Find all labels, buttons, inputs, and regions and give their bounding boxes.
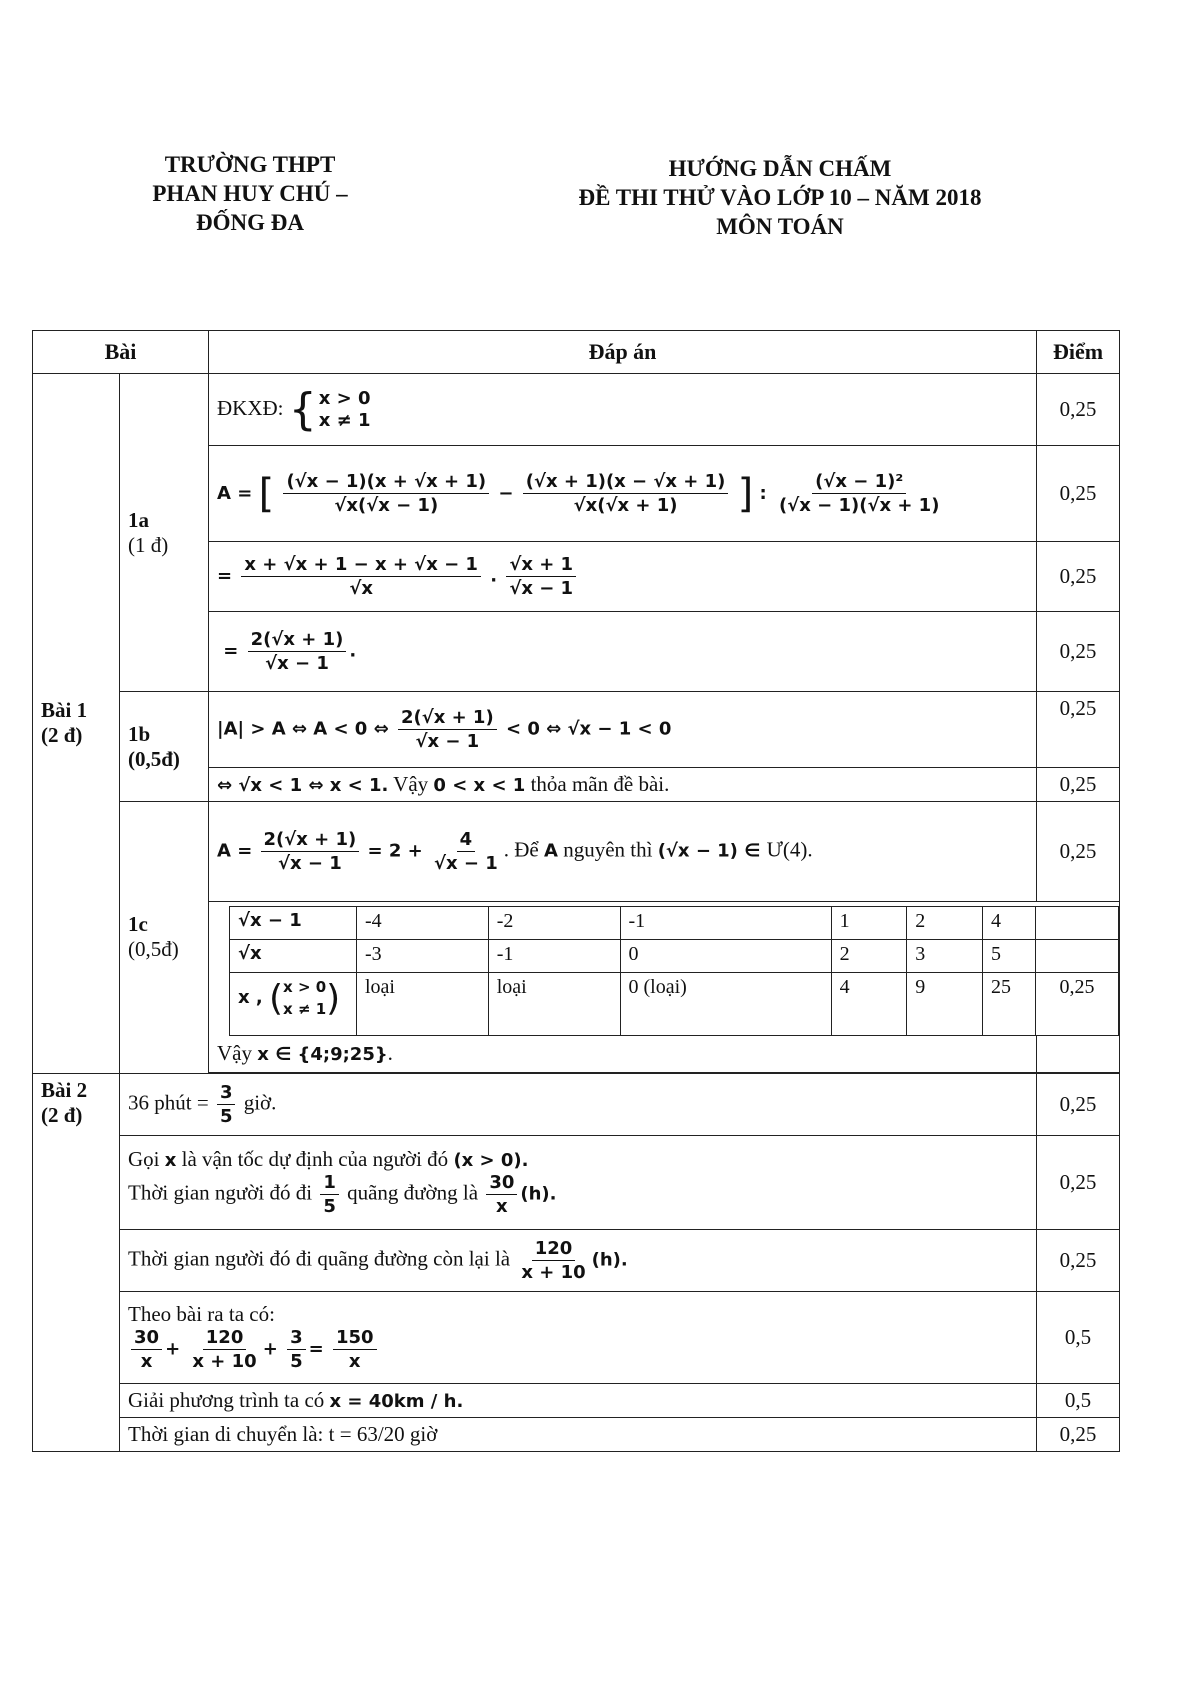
table-cell: loại (357, 973, 489, 1036)
denominator: √x − 1 (434, 853, 498, 874)
numerator: 120 (532, 1238, 576, 1261)
expr-text: Ư(4). (766, 837, 813, 862)
numerator: √x + 1 (506, 554, 576, 577)
expr-text: = 2 + (367, 840, 423, 862)
numerator: x + √x + 1 − x + √x − 1 (241, 554, 481, 577)
fraction (776, 471, 942, 516)
expr-text: Theo bài ra ta có: (128, 1302, 275, 1326)
table-cell: -4 (357, 907, 489, 940)
brace-glyph: { (288, 383, 317, 435)
expr-text: nguyên thì (557, 837, 658, 862)
score-cell: 0,5 (1037, 1383, 1120, 1417)
numerator: (√x − 1)(x + √x + 1) (283, 471, 489, 494)
numerator: 2(√x + 1) (261, 829, 360, 852)
table-cell: 5 (983, 940, 1036, 973)
numerator: (√x + 1)(x − √x + 1) (523, 471, 729, 494)
expr-text: là vận tốc dự định của người đó (176, 1147, 454, 1171)
numerator: 3 (217, 1082, 236, 1105)
dkxd-cond-2: x ≠ 1 (318, 409, 371, 431)
expr-text: x ∈ {4;9;25} (257, 1044, 388, 1066)
expr-text: Thời gian người đó đi quãng đường còn lại là (128, 1245, 511, 1270)
q1a-label (120, 374, 209, 692)
numerator: 30 (131, 1327, 162, 1350)
denominator: √x − 1 (265, 653, 329, 674)
score-cell: 0,25 (1037, 542, 1120, 612)
expr-text: |A| > A ⇔ A < 0 ⇔ (217, 718, 389, 740)
score-cell: 0,25 (1037, 802, 1120, 902)
table-cell: 2 (831, 940, 907, 973)
bai1-title: Bài 1 (41, 698, 88, 723)
bai1-points: (2 đ) (41, 723, 83, 748)
q1b-line1 (209, 692, 1037, 768)
expr-text: thỏa mãn đề bài. (525, 772, 670, 796)
numerator: 3 (287, 1327, 306, 1350)
expr-text: x , (238, 987, 263, 1008)
denominator: 5 (290, 1351, 303, 1372)
denominator: √x − 1 (278, 853, 342, 874)
numerator: 2(√x + 1) (248, 629, 347, 652)
q1b-line2 (209, 768, 1037, 802)
q1a-step3: = $\frac{2(√x + 1)}{√x - 1}$ . (209, 612, 1037, 692)
table-row (33, 692, 1120, 768)
fraction (241, 554, 481, 599)
table-cell: 0 (620, 940, 831, 973)
expr-text: (√x − 1) ∈ (657, 840, 767, 862)
bai2-row-5 (120, 1383, 1037, 1417)
score-cell: 0,25 (1037, 612, 1120, 692)
fraction (506, 554, 576, 599)
equation: $\frac{30}{x}$ + $\frac{120}{x + 10}$ + $\frac{3}{5}$ = $\frac{150}{x}$ (128, 1327, 1028, 1372)
denominator: x + 10 (521, 1261, 586, 1283)
expr-text: Giải phương trình ta có (128, 1387, 330, 1412)
expr-text: < 0 ⇔ √x − 1 < 0 (505, 718, 672, 740)
expr-text: x = 40km / h. (329, 1390, 464, 1412)
school-line-2: PHAN HUY CHÚ – (152, 181, 348, 206)
table-row (33, 374, 1120, 446)
table-row (33, 1073, 1120, 1135)
table-row (33, 1417, 1120, 1451)
denominator: √x − 1 (415, 731, 480, 752)
q1a-title: 1a (128, 507, 149, 532)
numerator: 120 (203, 1327, 247, 1350)
fraction (261, 829, 360, 874)
fraction (320, 1172, 339, 1217)
table-row (33, 1229, 1120, 1291)
denominator: 5 (219, 1105, 233, 1127)
fraction (248, 629, 347, 674)
table-cell: -1 (488, 940, 620, 973)
fraction (217, 1082, 236, 1127)
denominator: x (496, 1196, 508, 1217)
denominator: (√x − 1)(√x + 1) (779, 495, 940, 516)
score-cell: 0,25 (1037, 768, 1120, 802)
q1c-conclusion: Vậy x ∈ {4;9;25}. (209, 1036, 1037, 1072)
table-row (33, 802, 1120, 902)
expr-text: (h). (520, 1183, 557, 1205)
score-cell: 0,5 (1037, 1291, 1120, 1383)
fraction (333, 1327, 377, 1372)
table-cell: 2 (907, 907, 983, 940)
q1b-title: 1b (128, 721, 151, 746)
bai1-label (33, 374, 120, 1074)
q1c-line (209, 802, 1037, 902)
table-cell: 0 (loại) (620, 973, 831, 1036)
numerator: 150 (333, 1327, 377, 1350)
table-cell: -2 (488, 907, 620, 940)
bai2-row-1 (120, 1073, 1037, 1135)
fraction (518, 1238, 588, 1283)
bai2-label (33, 1073, 120, 1451)
denominator: x (348, 1351, 361, 1372)
table-row (33, 1291, 1120, 1383)
divisor-row-2 (230, 940, 1119, 973)
table-cell: √x (230, 940, 357, 973)
fraction (486, 1172, 517, 1217)
title-line-3: MÔN TOÁN (716, 214, 844, 239)
denominator: √x(√x + 1) (573, 495, 678, 516)
table-row (33, 1135, 1120, 1229)
bai2-row-3 (120, 1229, 1037, 1291)
q1b-points: (0,5đ) (128, 746, 180, 771)
table-cell: 1 (831, 907, 907, 940)
q1a-points: (1 đ) (128, 532, 169, 557)
score-cell: 0,25 (1037, 692, 1120, 768)
divisor-table (229, 906, 1119, 1036)
score-cell (1037, 1036, 1120, 1072)
bai2-row-2 (120, 1135, 1037, 1229)
table-cell (1036, 907, 1119, 940)
score-cell: 0,25 (1037, 374, 1120, 446)
denominator: √x(√x − 1) (334, 495, 439, 516)
denominator: √x − 1 (509, 578, 574, 599)
expr-text: (x > 0). (453, 1150, 529, 1171)
table-cell: loại (488, 973, 620, 1036)
expr-text: (h). (591, 1248, 628, 1270)
expr-text: quãng đường là (347, 1180, 479, 1205)
expr-text: 0 < x < 1 (433, 775, 526, 796)
table-cell: √x − 1 (230, 907, 357, 940)
table-cell (230, 973, 357, 1036)
q1a-dkxd (209, 374, 1037, 446)
title-line-1: HƯỚNG DẪN CHẤM (668, 156, 892, 181)
col-diem-header: Điểm (1037, 331, 1120, 374)
numerator: (√x − 1)² (812, 471, 906, 494)
bai2-points: (2 đ) (41, 1102, 83, 1127)
divisor-row-1 (230, 907, 1119, 940)
table-cell (1036, 940, 1119, 973)
col-bai-header: Bài (33, 331, 209, 374)
table-cell: -1 (620, 907, 831, 940)
bai2-row-6: Thời gian di chuyển là: t = 63/20 giờ (120, 1417, 1037, 1451)
expr-text: x (164, 1150, 177, 1171)
fraction (398, 707, 497, 752)
condition-1: x > 0 (283, 978, 327, 996)
grading-table (32, 330, 1120, 1452)
q1c-points: (0,5đ) (128, 937, 179, 962)
expr-text: 36 phút = (128, 1089, 209, 1114)
divisor-row-3 (230, 973, 1119, 1036)
expr-text: A = (217, 840, 253, 862)
q1c-label (120, 802, 209, 1074)
fraction (431, 829, 501, 874)
fraction (283, 471, 489, 516)
table-cell: 3 (907, 940, 983, 973)
expr-text: Gọi (128, 1147, 165, 1171)
expr-text: Thời gian người đó đi (128, 1180, 313, 1205)
expr-text: . Để (503, 837, 545, 862)
school-line-3: ĐỐNG ĐA (196, 210, 304, 235)
denominator: √x (349, 578, 373, 599)
col-dapan-header: Đáp án (209, 331, 1037, 374)
table-cell: -3 (357, 940, 489, 973)
table-cell: 4 (983, 907, 1036, 940)
dkxd-system (288, 383, 371, 435)
table-cell: 4 (831, 973, 907, 1036)
q1c-title: 1c (128, 912, 148, 937)
school-line-1: TRƯỜNG THPT (164, 152, 336, 177)
bai2-row-4 (120, 1291, 1037, 1383)
q1c-divisor-table-cell (209, 902, 1120, 1037)
bai2-title: Bài 2 (41, 1077, 88, 1102)
dkxd-cond-1: x > 0 (318, 387, 371, 409)
dkxd-label: ĐKXĐ: (217, 395, 284, 420)
expr-text: A (544, 840, 558, 862)
denominator: x + 10 (192, 1351, 257, 1372)
school-header (110, 150, 390, 237)
table-cell: 9 (907, 973, 983, 1036)
expr-text: giờ. (243, 1089, 277, 1114)
q1a-step2: = $\frac{x + √x + 1 - x + √x - 1}{√x}$ . $\frac{√x + 1}{√x - 1}$ (209, 542, 1037, 612)
expr-text: Vậy (217, 1041, 258, 1066)
table-cell: 25 (983, 973, 1036, 1036)
numerator: 30 (486, 1172, 517, 1195)
score-cell: 0,25 (1037, 446, 1120, 542)
fraction (523, 471, 729, 516)
q1a-expression: A = [ $\frac{(√x - 1)(x + √x + 1)}{√x(√x - 1)}$ − $\frac{(√x + 1)(x - √x + 1)}{√x(√x + 1)}$ ] : $\frac{\text{(√x − 1)²}}{(√x - 1)(√x + 1)}$ (209, 446, 1037, 542)
table-header-row (33, 331, 1120, 374)
score-cell: 0,25 (1037, 1073, 1120, 1135)
denominator: x (140, 1351, 153, 1372)
numerator: 4 (457, 829, 476, 852)
document-title (520, 154, 1040, 241)
q1b-label (120, 692, 209, 802)
numerator: 2(√x + 1) (398, 707, 497, 730)
expr-lhs: A = (217, 482, 253, 504)
expr-text: ⇔ √x < 1 ⇔ x < 1. (217, 775, 389, 796)
condition-system: ( x > 0 x ≠ 1 ) (269, 977, 341, 1019)
numerator: 1 (320, 1172, 339, 1195)
expr-text: Vậy (388, 772, 434, 796)
title-line-2: ĐỀ THI THỬ VÀO LỚP 10 – NĂM 2018 (578, 185, 982, 210)
score-cell: 0,25 (1037, 1135, 1120, 1229)
score-cell: 0,25 (1037, 1417, 1120, 1451)
fraction (131, 1327, 162, 1372)
score-cell: 0,25 (1036, 973, 1119, 1036)
denominator: 5 (323, 1196, 336, 1217)
condition-2: x ≠ 1 (283, 1000, 327, 1018)
fraction (189, 1327, 259, 1372)
fraction (287, 1327, 306, 1372)
table-row (33, 1383, 1120, 1417)
score-cell: 0,25 (1037, 1229, 1120, 1291)
